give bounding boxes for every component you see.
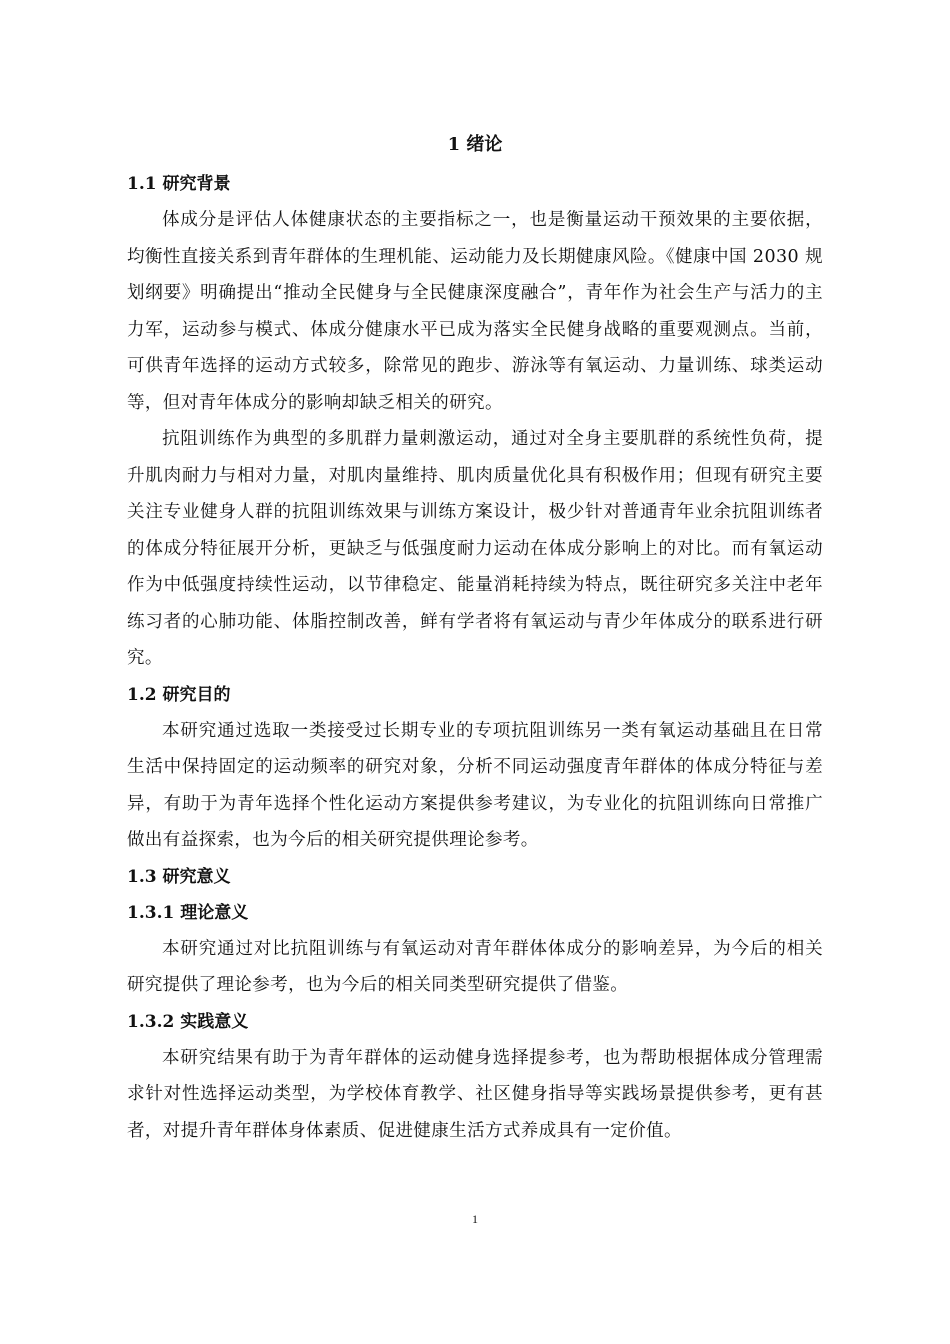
section-heading-1-2: 1.2 研究目的 — [127, 684, 231, 705]
page-number: 1 — [472, 1212, 478, 1226]
page-content — [127, 128, 823, 1149]
paragraph-purpose: 本研究通过选取一类接受过长期专业的专项抗阻训练另一类有氧运动基础且在日常生活中保持固定的运动频率的研究对象，分析不同运动强度青年群体的体成分特征与差异，有助于为青年选择个性化运动方案提供参考建议，为专业化的抗阻训练向日常推广做出有益探索，也为今后的相关研究提供理论参考。 — [127, 720, 823, 850]
paragraph-practical-significance: 本研究结果有助于为青年群体的运动健身选择提参考，也为帮助根据体成分管理需求针对性选择运动类型，为学校体育教学、社区健身指导等实践场景提供参考，更有甚者，对提升青年群体身体素质、促进健康生活方式养成具有一定价值。 — [127, 1047, 823, 1141]
section-heading-1-1: 1.1 研究背景 — [127, 174, 231, 194]
paragraph-theoretical-significance: 本研究通过对比抗阻训练与有氧运动对青年群体体成分的影响差异，为今后的相关研究提供了理论参考，也为今后的相关同类型研究提供了借鉴。 — [127, 938, 823, 995]
subsection-heading-1-3-2: 1.3.2 实践意义 — [127, 1011, 249, 1032]
chapter-title: 1 绪论 — [447, 134, 503, 155]
subsection-heading-1-3-1: 1.3.1 理论意义 — [127, 902, 249, 923]
paragraph-background-2: 抗阻训练作为典型的多肌群力量刺激运动，通过对全身主要肌群的系统性负荷，提升肌肉耐力与相对力量，对肌肉量维持、肌肉质量优化具有积极作用；但现有研究主要关注专业健身人群的抗阻训练效果与训练方案设计，极少针对普通青年业余抗阻训练者的体成分特征展开分析，更缺乏与低强度耐力运动在体成分影响上的对比。而有氧运动作为中低强度持续性运动，以节律稳定、能量消耗持续为特点，既往研究多关注中老年练习者的心肺功能、体脂控制改善，鲜有学者将有氧运动与青少年体成分的联系进行研究。 — [127, 429, 823, 668]
paragraph-background-1: 体成分是评估人体健康状态的主要指标之一，也是衡量运动干预效果的主要依据，均衡性直接关系到青年群体的生理机能、运动能力及长期健康风险。《健康中国 2030 规划纲要》明确提出“推动全民健身与全民健康深度融合”，青年作为社会生产与活力的主力军，运动参与模式、体成分健康水平已成为落实全民健身战略的重要观测点。当前，可供青年选择的运动方式较多，除常见的跑步、游泳等有氧运动、力量训练、球类运动等，但对青年体成分的影响却缺乏相关的研究。 — [127, 210, 823, 413]
section-heading-1-3: 1.3 研究意义 — [127, 866, 231, 887]
